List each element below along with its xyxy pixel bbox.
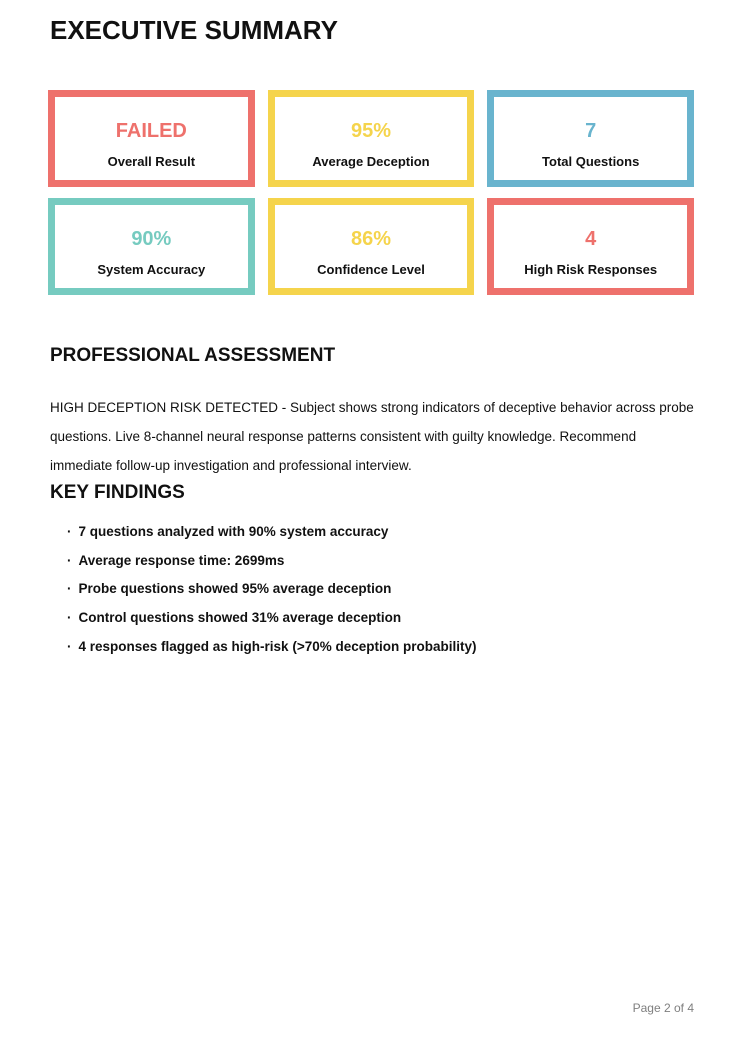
metric-label: Average Deception bbox=[312, 154, 430, 169]
finding-item bbox=[67, 632, 687, 661]
metric-card-system-accuracy bbox=[48, 198, 255, 295]
bullet-icon: · bbox=[67, 609, 72, 625]
metric-label: Total Questions bbox=[542, 154, 640, 169]
metric-card-overall-result bbox=[48, 90, 255, 187]
metric-value: 4 bbox=[585, 228, 597, 250]
metric-value: 7 bbox=[585, 120, 597, 142]
metric-label: Overall Result bbox=[107, 154, 196, 169]
assessment-heading: PROFESSIONAL ASSESSMENT bbox=[50, 345, 336, 366]
bullet-icon: · bbox=[67, 523, 72, 539]
key-findings-list bbox=[67, 517, 687, 660]
finding-item bbox=[67, 546, 687, 575]
metric-card-confidence-level bbox=[268, 198, 475, 295]
metric-value: 86% bbox=[350, 228, 391, 250]
finding-item bbox=[67, 603, 687, 632]
assessment-body-text: HIGH DECEPTION RISK DETECTED - Subject shows strong indicators of deceptive behavior across probe questions. Live 8-channel neural response patterns consistent with guilty knowledge. Recommend immediate follow-up investigation and professional interview. bbox=[50, 399, 694, 473]
key-findings-heading: KEY FINDINGS bbox=[50, 482, 185, 503]
metric-card-average-deception bbox=[268, 90, 475, 187]
finding-text: Probe questions showed 95% average deception bbox=[78, 581, 392, 597]
metric-label: High Risk Responses bbox=[524, 262, 658, 277]
metric-label: Confidence Level bbox=[317, 262, 425, 277]
finding-text: Average response time: 2699ms bbox=[78, 552, 285, 568]
finding-item bbox=[67, 517, 687, 546]
metric-value: FAILED bbox=[115, 120, 187, 142]
finding-text: Control questions showed 31% average deception bbox=[78, 609, 402, 625]
finding-text: 4 responses flagged as high-risk (>70% deception probability) bbox=[78, 638, 477, 654]
metric-card-total-questions bbox=[487, 90, 694, 187]
bullet-icon: · bbox=[67, 638, 72, 654]
bullet-icon: · bbox=[67, 552, 72, 568]
page-title: EXECUTIVE SUMMARY bbox=[50, 15, 338, 45]
metric-value: 90% bbox=[131, 228, 172, 250]
metric-value: 95% bbox=[350, 120, 391, 142]
metric-card-high-risk-responses bbox=[487, 198, 694, 295]
page-number: Page 2 of 4 bbox=[632, 1001, 694, 1015]
metric-card-grid bbox=[48, 90, 694, 295]
bullet-icon: · bbox=[67, 581, 72, 597]
metric-label: System Accuracy bbox=[97, 262, 206, 277]
finding-item bbox=[67, 574, 687, 603]
finding-text: 7 questions analyzed with 90% system accuracy bbox=[78, 523, 389, 539]
